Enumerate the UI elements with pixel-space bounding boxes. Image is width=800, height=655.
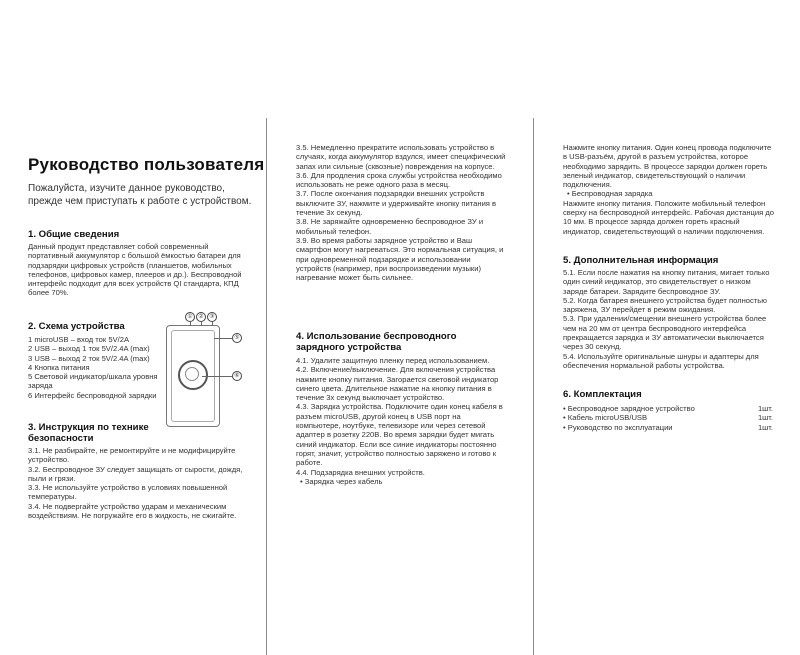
callout-1: ① bbox=[185, 312, 195, 322]
section-4-continued bbox=[563, 143, 775, 236]
safety-item: 3.7. После окончания подзарядки внешних устройств выключите ЗУ, нажмите и удерживайте кнопку питания в течение 3х секунд. bbox=[296, 189, 497, 218]
info-item: 5.3. При удалении/смещении внешнего устройства более чем на 20 мм от центра беспроводного интерфейса прекращается зарядка и ЗУ автоматически выключается через 30 секунд. bbox=[563, 314, 767, 352]
section-4 bbox=[296, 331, 506, 486]
kit-row bbox=[563, 404, 773, 413]
kit-row bbox=[563, 413, 773, 422]
kit-item-name: • Беспроводное зарядное устройство bbox=[563, 404, 695, 413]
kit-row bbox=[563, 423, 773, 432]
section-3-continued bbox=[296, 143, 506, 282]
leader-line bbox=[201, 322, 202, 326]
kit-item-name: • Кабель microUSB/USB bbox=[563, 413, 647, 422]
callout-3: ③ bbox=[207, 312, 217, 322]
kit-item-name: • Руководство по эксплуатации bbox=[563, 423, 673, 432]
safety-item: 3.8. Не заряжайте одновременно беспроводное ЗУ и мобильный телефон. bbox=[296, 217, 484, 236]
section-2-heading: 2. Схема устройства bbox=[28, 321, 125, 332]
intro-text: Пожалуйста, изучите данное руководство, прежде чем приступать к работе с устройством. bbox=[28, 183, 252, 207]
usage-item: 4.2. Включение/выключение. Для включения устройства нажмите кнопку питания. Загорается световой индикатор синего цвета. Длительное нажатие на кнопку питания в течение 3х секунд выключает устройство. bbox=[296, 365, 499, 403]
leader-line bbox=[190, 322, 191, 326]
safety-item: 3.5. Немедленно прекратите использовать устройство в случаях, когда аккумулятор вздулся, имеет специфический запах или сильные (сквозные) повреждения на корпусе. bbox=[296, 143, 506, 171]
bullet-wireless-charging: • Беспроводная зарядка bbox=[563, 189, 775, 198]
scheme-item: 2 USB – выход 1 ток 5V/2.4A (max) bbox=[28, 344, 150, 354]
column-divider-left bbox=[266, 118, 267, 655]
leader-line bbox=[214, 338, 232, 339]
safety-item: 3.6. Для продления срока службы устройства необходимо использовать не реже одного раза в месяц. bbox=[296, 170, 502, 190]
scheme-item: 3 USB – выход 2 ток 5V/2.4A (max) bbox=[28, 353, 150, 363]
scheme-item: 4 Кнопка питания bbox=[28, 362, 90, 372]
callout-6: ⑥ bbox=[232, 371, 242, 381]
section-6 bbox=[563, 389, 775, 432]
section-5 bbox=[563, 255, 775, 370]
section-5-heading: 5. Дополнительная информация bbox=[563, 255, 719, 266]
scheme-item: 1 microUSB – вход ток 5V/2A bbox=[28, 335, 130, 344]
callout-5: ⑤ bbox=[232, 333, 242, 343]
safety-item: 3.2. Беспроводное ЗУ следует защищать от сырости, дождя, пыли и грязи. bbox=[28, 464, 243, 483]
section-1 bbox=[28, 229, 248, 298]
safety-item: 3.4. Не подвергайте устройство ударам и механическим воздействиям. Не погружайте его в жидкость, не сжигайте. bbox=[28, 501, 237, 521]
wireless-charging-ring bbox=[178, 360, 208, 390]
info-item: 5.4. Используйте оригинальные шнуры и адаптеры для обеспечения нормальной работы устройства. bbox=[563, 351, 759, 370]
column-divider-right bbox=[533, 118, 534, 655]
leader-line bbox=[202, 376, 232, 377]
page-title: Руководство пользователя bbox=[28, 155, 265, 174]
section-3-heading: 3. Инструкция по технике безопасности bbox=[28, 422, 149, 444]
cable-charging-text: Нажмите кнопку питания. Один конец провода подключите в USB-разъём, другой в разъем устройства, которое необходимо зарядить. В процессе зарядки должен гореть зеленый индикатор, свидетельствующий о наличии подключения. bbox=[563, 143, 772, 190]
wireless-charging-text: Нажмите кнопку питания. Положите мобильный телефон сверху на беспроводной интерфейс. Рабочая дистанция до 10 мм. В процессе заряда должен гореть красный индикатор, свидетельствующий о наличии подключения. bbox=[563, 198, 774, 236]
safety-item: 3.1. Не разбирайте, не ремонтируйте и не модифицируйте устройство. bbox=[28, 446, 236, 465]
section-6-heading: 6. Комплектация bbox=[563, 389, 642, 400]
kit-item-qty: 1шт. bbox=[757, 422, 773, 432]
info-item: 5.1. Если после нажатия на кнопку питания, мигает только один синий индикатор, это свидетельствует о низком заряде батареи. Зарядите беспроводное ЗУ. bbox=[563, 268, 770, 296]
info-item: 5.2. Когда батарея внешнего устройства будет полностью заряжена, ЗУ перейдет в режим ожидания. bbox=[563, 295, 767, 315]
section-4-heading: 4. Использование беспроводного зарядного устройства bbox=[296, 331, 457, 353]
usage-item: 4.4. Подзарядка внешних устройств. bbox=[296, 467, 425, 477]
scheme-item: 6 Интерфейс беспроводной зарядки bbox=[28, 390, 157, 400]
scheme-item: 5 Световой индикатор/шкала уровня заряда bbox=[28, 372, 158, 391]
kit-item-qty: 1шт. bbox=[757, 404, 773, 413]
callout-2: ② bbox=[196, 312, 206, 322]
section-1-body: Данный продукт представляет собой современный портативный аккумулятор с большой ёмкостью батареи для подзарядки цифровых устройств (планшетов, мобильных телефонов, цифровых камер, плееров и др.). Беспроводной интерфейс подходит для всех устройств QI стандарта, КПД более 70%. bbox=[28, 242, 242, 298]
section-1-heading: 1. Общие сведения bbox=[28, 229, 120, 240]
section-2 bbox=[28, 321, 164, 400]
safety-item: 3.3. Не используйте устройство в условиях повышенной температуры. bbox=[28, 483, 228, 502]
leader-line bbox=[212, 322, 213, 326]
kit-item-qty: 1шт. bbox=[757, 413, 773, 423]
usage-item: 4.3. Зарядка устройства. Подключите один конец кабеля в разъем microUSB, другой конец в USB порт на компьютере, ноутбуке, телевизоре или через сетевой адаптер в розетку 220В. Во время зарядки будет мигать синий индикатор. Если все синие индикаторы постоянно горят, значит, устройство полностью заряжено и готово к работе. bbox=[296, 402, 503, 468]
safety-item: 3.9. Во время работы зарядное устройство и Ваш смартфон могут нагреваться. Это нормальная ситуация, и при одновременной подзарядке и использовании устройств (например, при воспроизведении музыки) нагревание может быть сильнее. bbox=[296, 235, 504, 283]
section-3 bbox=[28, 422, 248, 521]
usage-item: 4.1. Удалите защитную пленку перед использованием. bbox=[296, 356, 490, 365]
bullet-cable-charging: • Зарядка через кабель bbox=[296, 477, 506, 486]
